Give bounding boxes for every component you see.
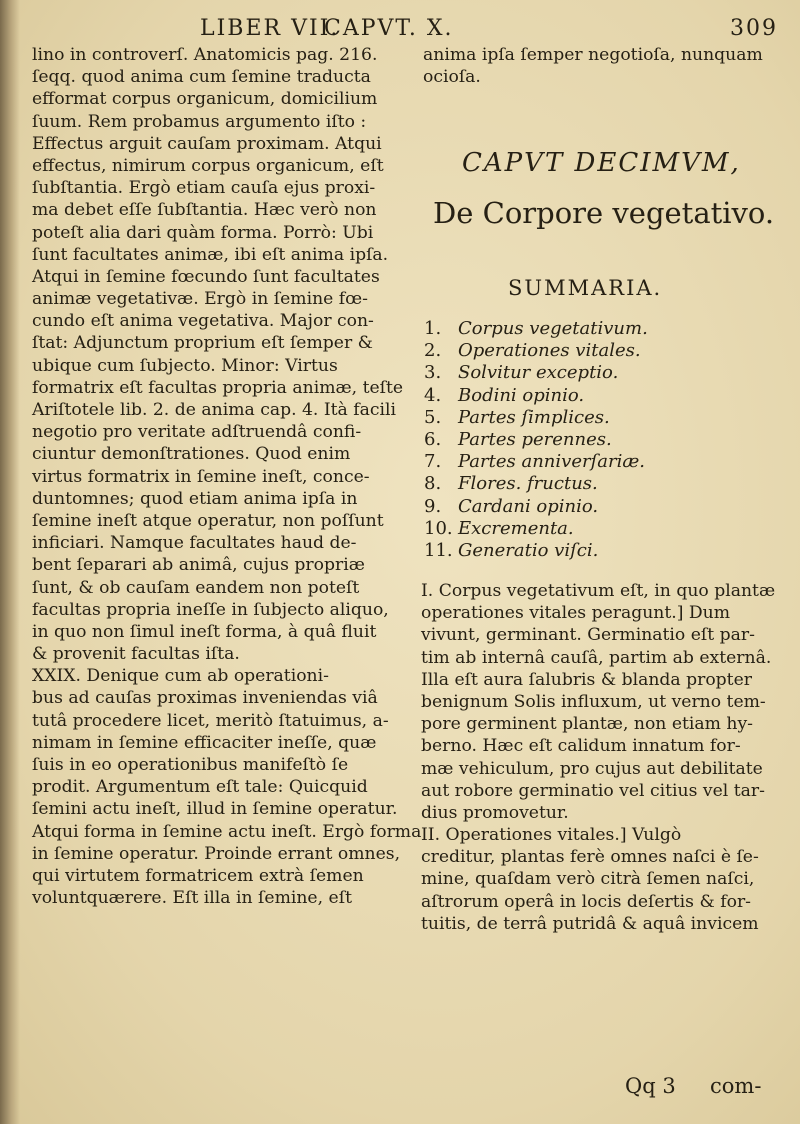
summary-item-number: 4.: [424, 384, 442, 406]
text-line: virtus formatrix in ſemine ineſt, conce-: [32, 466, 370, 487]
summary-heading: SUMMARIA.: [508, 276, 663, 300]
text-line: Ariſtotele lib. 2. de anima cap. 4. Ità facili: [32, 400, 396, 420]
binding-gutter: [0, 0, 20, 1124]
text-line: lino in controverſ. Anatomicis pag. 216.: [32, 45, 378, 65]
text-line: Atqui forma in ſemine actu ineſt. Ergò forma: [32, 821, 422, 842]
summary-item: [424, 407, 648, 429]
summary-item-number: 11.: [424, 539, 453, 561]
summary-item-text: Corpus vegetativum.: [458, 318, 648, 339]
summary-item-number: 8.: [424, 473, 442, 495]
text-line: in quo non ſimul ineſt forma, à quâ fluit: [32, 621, 377, 642]
summary-item-number: 6.: [424, 428, 442, 450]
summary-item-number: 5.: [424, 406, 442, 428]
text-line: & provenit facultas iſta.: [32, 644, 240, 665]
text-line: dius promovetur.: [421, 802, 569, 823]
text-line: effectus, nimirum corpus organicum, eſt: [32, 155, 384, 176]
summary-item: [424, 362, 648, 384]
text-line: bent ſeparari ab animâ, cujus propriæ: [32, 555, 365, 576]
summary-item: [424, 451, 648, 473]
header-book: LIBER VII.: [200, 16, 340, 41]
text-line: ſuum. Rem probamus argumento iſto :: [32, 111, 367, 132]
summary-item: [424, 385, 648, 407]
summary-item: [424, 429, 648, 451]
text-line: poteſt alia dari quàm forma. Porrò: Ubi: [32, 222, 374, 243]
text-line: duntomnes; quod etiam anima ipſa in: [32, 488, 358, 509]
text-line: negotio pro veritate adſtruendâ confi-: [32, 422, 362, 443]
text-line: ubique cum ſubjecto. Minor: Virtus: [32, 355, 338, 376]
text-line: facultas propria ineſſe in ſubjecto aliquo,: [32, 599, 389, 620]
text-line: ciuntur demonſtrationes. Quod enim: [32, 444, 351, 465]
text-line: I. Corpus vegetativum eſt, in quo plantæ: [421, 581, 776, 601]
text-line: mine, quaſdam verò citrà ſemen naſci,: [421, 869, 755, 890]
summary-item-number: 7.: [424, 451, 442, 473]
left-column: [32, 44, 422, 909]
text-line: Effectus arguit cauſam proximam. Atqui: [32, 133, 382, 154]
summary-item: [424, 340, 648, 362]
summary-item: [424, 496, 648, 518]
summary-item-text: Generatio viſci.: [458, 539, 599, 561]
signature-mark: Qq 3: [625, 1074, 676, 1098]
text-line: voluntquærere. Eſt illa in ſemine, eſt: [32, 888, 352, 909]
page-footer: [0, 1074, 800, 1100]
text-line: ſtat: Adjunctum proprium eſt ſemper &: [32, 333, 373, 354]
text-line: ſemini actu ineſt, illud in ſemine operatur.: [32, 799, 398, 820]
summary-list: [424, 318, 648, 562]
text-line: inficiari. Namque facultates haud de-: [32, 533, 357, 554]
text-line: Illa eſt aura ſalubris & blanda propter: [421, 669, 752, 690]
text-line: pore germinent plantæ, non etiam hy-: [421, 714, 753, 735]
summary-item-text: Partes ſimplices.: [458, 406, 610, 428]
running-header: [200, 16, 778, 46]
text-line: formatrix eſt facultas propria animæ, teſte: [32, 377, 404, 398]
right-column-top: [423, 44, 779, 88]
text-line: anima ipſa ſemper negotioſa, nunquam: [423, 45, 763, 65]
text-line: vivunt, germinant. Germinatio eſt par-: [421, 625, 755, 646]
summary-item-text: Flores. fructus.: [458, 473, 598, 495]
text-line: qui virtutem formatricem extrà ſemen: [32, 865, 364, 886]
summary-item-number: 9.: [424, 495, 442, 517]
page-number: 309: [730, 16, 778, 41]
text-line: II. Operationes vitales.] Vulgò: [421, 825, 682, 846]
header-chapter: CAPVT. X.: [324, 16, 454, 41]
text-line: ocioſa.: [423, 67, 481, 88]
summary-item-text: Solvitur exceptio.: [458, 362, 619, 384]
summary-item-text: Cardani opinio.: [458, 495, 599, 517]
summary-item: [424, 473, 648, 495]
text-line: ſemine ineſt atque operatur, non poſſunt: [32, 510, 384, 531]
summary-item-number: 1.: [424, 318, 442, 339]
text-line: tim ab internâ cauſâ, partim ab externâ.: [421, 647, 772, 668]
text-line: efformat corpus organicum, domicilium: [32, 89, 378, 110]
text-line: cundo eſt anima vegetativa. Major con-: [32, 311, 374, 332]
text-line: benignum Solis influxum, ut verno tem-: [421, 691, 766, 712]
text-line: Atqui in ſemine fœcundo ſunt facultates: [32, 266, 380, 287]
summary-item-text: Partes perennes.: [458, 428, 612, 450]
text-line: operationes vitales peragunt.] Dum: [421, 603, 731, 624]
summary-item-text: Partes anniverſariæ.: [458, 451, 645, 473]
summary-item-number: 2.: [424, 340, 442, 362]
text-line: aut robore germinatio vel citius vel tar-: [421, 780, 765, 801]
text-line: XXIX. Denique cum ab operationi-: [32, 666, 329, 687]
text-line: tutâ procedere licet, meritò ſtatuimus, a-: [32, 710, 389, 731]
chapter-subtitle: De Corpore vegetativo.: [433, 196, 775, 230]
text-line: ſeqq. quod anima cum ſemine traducta: [32, 67, 371, 88]
text-line: ſunt facultates animæ, ibi eſt anima ipſa.: [32, 244, 389, 265]
summary-item-number: 10.: [424, 517, 453, 539]
summary-item-number: 3.: [424, 362, 442, 384]
text-line: berno. Hæc eſt calidum innatum for-: [421, 736, 741, 757]
text-line: ſubſtantia. Ergò etiam cauſa ejus proxi-: [32, 178, 376, 199]
text-line: ma debet eſſe ſubſtantia. Hæc verò non: [32, 200, 377, 221]
text-line: mæ vehiculum, pro cujus aut debilitate: [421, 758, 763, 779]
summary-item-text: Bodini opinio.: [458, 384, 585, 406]
text-line: creditur, plantas ferè omnes naſci è ſe-: [421, 847, 759, 868]
text-line: ſunt, & ob cauſam eandem non poteſt: [32, 577, 360, 598]
text-line: bus ad cauſas proximas inveniendas viâ: [32, 688, 378, 709]
chapter-title: CAPVT DECIMVM,: [462, 148, 741, 178]
text-line: nimam in ſemine efficaciter ineſſe, quæ: [32, 732, 377, 753]
catchword: com-: [710, 1074, 762, 1098]
text-line: tuitis, de terrâ putridâ & aquâ invicem: [421, 913, 759, 934]
text-line: animæ vegetativæ. Ergò in ſemine fœ-: [32, 289, 368, 310]
summary-item-text: Excrementa.: [458, 517, 574, 539]
text-line: prodit. Argumentum eſt tale: Quicquid: [32, 777, 368, 798]
summary-item-text: Operationes vitales.: [458, 340, 641, 362]
text-line: in ſemine operatur. Proinde errant omnes,: [32, 843, 401, 864]
text-line: aſtrorum operâ in locis deſertis & for-: [421, 891, 751, 912]
summary-item: [424, 540, 648, 562]
summary-item: [424, 318, 648, 340]
summary-item: [424, 518, 648, 540]
text-line: ſuis in eo operationibus manifeſtò ſe: [32, 755, 349, 775]
right-column-body: [421, 580, 775, 935]
